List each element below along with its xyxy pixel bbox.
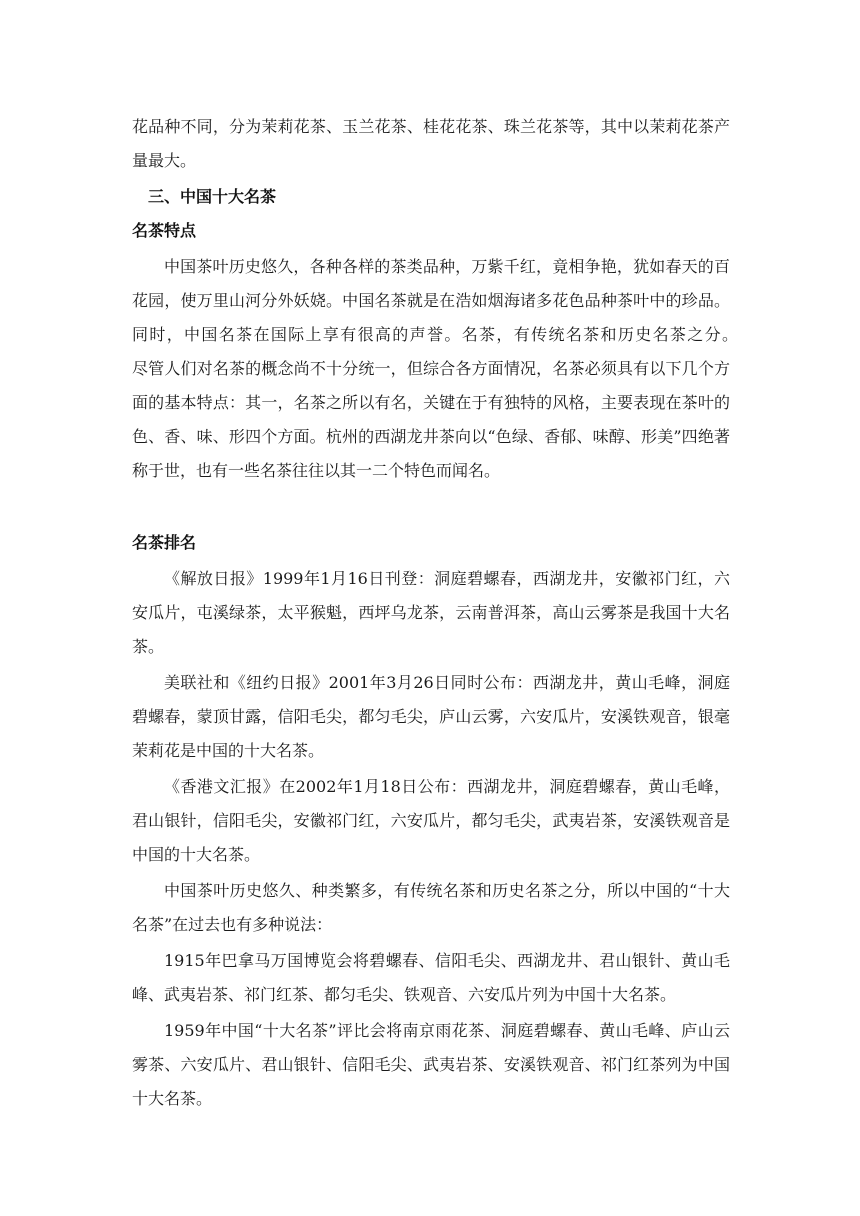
ranking-paragraph-5: 1915年巴拿马万国博览会将碧螺春、信阳毛尖、西湖龙井、君山银针、黄山毛峰、武夷岩茶、祁门红茶、都匀毛尖、铁观音、六安瓜片列为中国十大名茶。 xyxy=(132,951,730,1004)
intro-paragraph: 花品种不同，分为茉莉花茶、玉兰花茶、桂花花茶、珠兰花茶等，其中以茉莉花茶产量最大。 xyxy=(132,117,730,170)
section-heading: 三、中国十大名茶 xyxy=(148,187,277,206)
subheading-ranking: 名茶排名 xyxy=(132,533,197,552)
ranking-paragraph-3: 《香港文汇报》在2002年1月18日公布：西湖龙井，洞庭碧螺春，黄山毛峰，君山银针，信阳毛尖，安徽祁门红，六安瓜片，都匀毛尖，武夷岩茶，安溪铁观音是中国的十大名茶。 xyxy=(132,777,730,864)
ranking-paragraph-2: 美联社和《纽约日报》2001年3月26日同时公布：西湖龙井，黄山毛峰，洞庭碧螺春，蒙顶甘露，信阳毛尖，都匀毛尖，庐山云雾，六安瓜片，安溪铁观音，银毫茉莉花是中国的十大名茶。 xyxy=(132,673,730,760)
features-paragraph: 中国茶叶历史悠久，各种各样的茶类品种，万紫千红，竟相争艳，犹如春天的百花园，使万里山河分外妖娆。中国名茶就是在浩如烟海诸多花色品种茶叶中的珍品。同时，中国名茶在国际上享有很高的声誉。名茶，有传统名茶和历史名茶之分。 尽管人们对名茶的概念尚不十分统一，但综合各方面情况，名茶必须具有以下几个方面的基本特点：其一，名茶之所以有名，关键在于有独特的风格，主要表现在茶叶的色、香、味、形四个方面。杭州的西湖龙井茶向以“色绿、香郁、味醇、形美”四绝著称于世，也有一些名茶往往以其一二个特色而闻名。 xyxy=(132,257,763,480)
subheading-features: 名茶特点 xyxy=(132,221,197,240)
ranking-paragraph-1: 《解放日报》1999年1月16日刊登：洞庭碧螺春，西湖龙井，安徽祁门红，六安瓜片，屯溪绿茶，太平猴魁，西坪乌龙茶，云南普洱茶，高山云雾茶是我国十大名茶。 xyxy=(132,569,730,656)
ranking-paragraph-4: 中国茶叶历史悠久、种类繁多，有传统名茶和历史名茶之分，所以中国的“十大名茶”在过去也有多种说法： xyxy=(132,881,730,934)
ranking-paragraph-6: 1959年中国“十大名茶”评比会将南京雨花茶、洞庭碧螺春、黄山毛峰、庐山云雾茶、六安瓜片、君山银针、信阳毛尖、武夷岩茶、安溪铁观音、祁门红茶列为中国十大名茶。 xyxy=(132,1021,730,1108)
